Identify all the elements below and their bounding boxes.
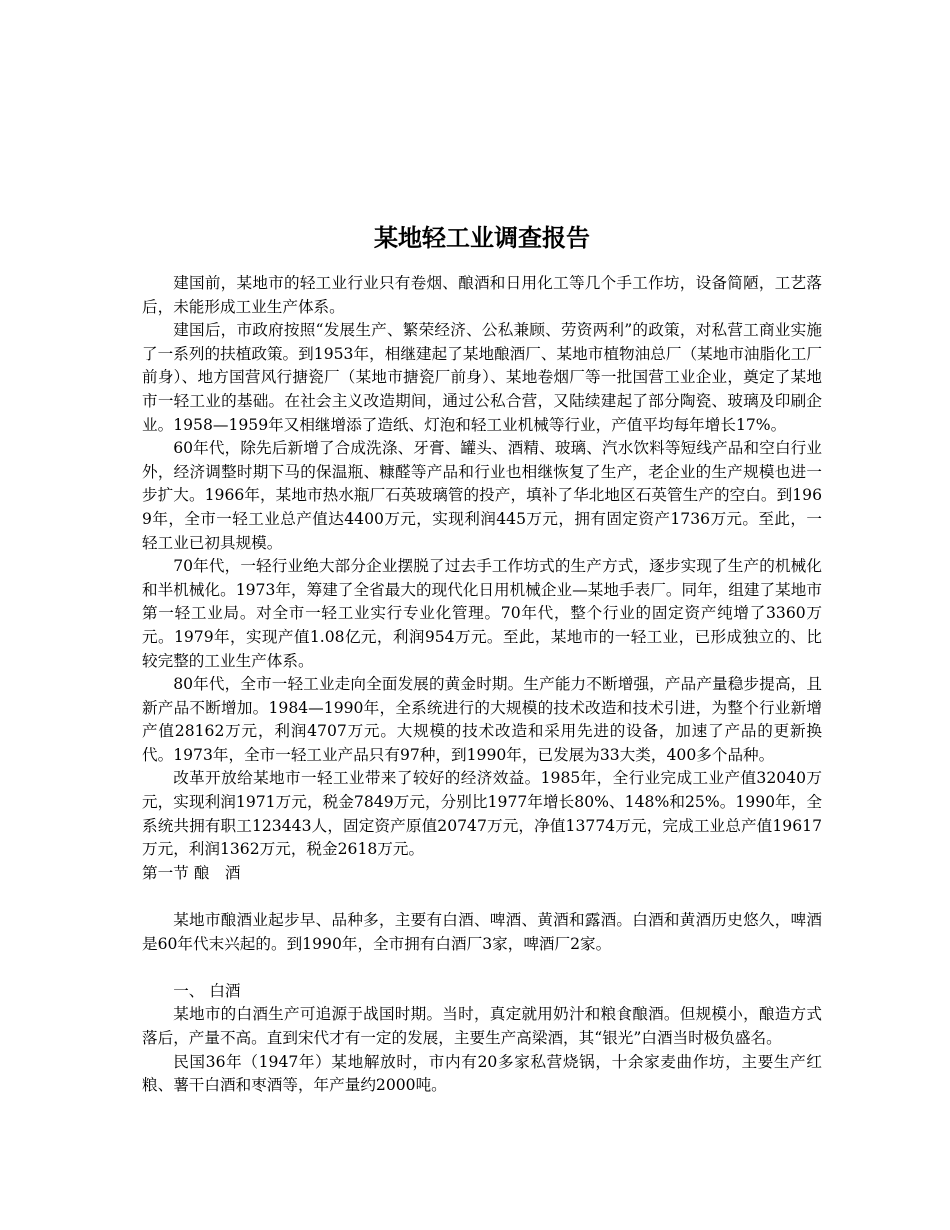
sub-paragraph-2: 民国36年（1947年）某地解放时，市内有20多家私营烧锅，十余家麦曲作坊，主要生产红粮、薯干白酒和枣酒等，年产量约2000吨。 [142,1052,822,1095]
paragraph-1: 建国前，某地市的轻工业行业只有卷烟、酿酒和日用化工等几个手工作坊，设备简陋，工艺落后，未能形成工业生产体系。 [142,274,822,316]
sub-heading: 一、 白酒 [173,981,241,1000]
spacer [142,956,822,980]
document-title: 某地轻工业调查报告 [374,223,590,252]
paragraph-3: 60年代，除先后新增了合成洗涤、牙膏、罐头、酒精、玻璃、汽水饮料等短线产品和空白行业外，经济调整时期下马的保温瓶、糠醛等产品和行业也相继恢复了生产，老企业的生产规模也进一步扩大。1966年，某地市热水瓶厂石英玻璃管的投产，填补了华北地区石英管生产的空白。到1969年，全市一轻工业总产值达4400万元，实现利润445万元，拥有固定资产1736万元。至此，一轻工业已初具规模。 [142,439,822,552]
paragraph-2: 建国后，市政府按照“发展生产、繁荣经济、公私兼顾、劳资两利”的政策，对私营工商业实施了一系列的扶植政策。到1953年，相继建起了某地酿酒厂、某地市植物油总厂（某地市油脂化工厂前身）、地方国营风行搪瓷厂（某地市搪瓷厂前身）、某地卷烟厂等一批国营工业企业，奠定了某地市一轻工业的基础。在社会主义改造期间，通过公私合营，又陆续建起了部分陶瓷、玻璃及印刷企业。1958—1959年又相继增添了造纸、灯泡和轻工业机械等行业，产值平均每年增长17%。 [142,321,822,434]
sub-paragraph-1: 某地市的白酒生产可追源于战国时期。当时，真定就用奶汁和粮食酿酒。但规模小，酿造方式落后，产量不高。直到宋代才有一定的发展，主要生产高梁酒，其“银光”白酒当时极负盛名。 [142,1005,822,1047]
section-heading: 第一节 酿 酒 [142,863,241,882]
paragraph-6: 改革开放给某地市一轻工业带来了较好的经济效益。1985年，全行业完成工业产值32040万元，实现利润1971万元，税金7849万元，分别比1977年增长80%、148%和25%。1990年，全系统共拥有职工123443人，固定资产原值20747万元，净值13774万元，完成工业总产值19617万元，利润1362万元，税金2618万元。 [142,769,822,859]
section-intro: 某地市酿酒业起步早、品种多，主要有白酒、啤酒、黄酒和露酒。白酒和黄酒历史悠久，啤酒是60年代末兴起的。到1990年，全市拥有白酒厂3家，啤酒厂2家。 [142,911,822,953]
document-body [142,272,822,1098]
spacer [142,885,822,909]
paragraph-4: 70年代，一轻行业绝大部分企业摆脱了过去手工作坊式的生产方式，逐步实现了生产的机械化和半机械化。1973年，筹建了全省最大的现代化日用机械企业—某地手表厂。同年，组建了某地市第一轻工业局。对全市一轻工业实行专业化管理。70年代，整个行业的固定资产纯增了3360万元。1979年，实现产值1.08亿元，利润954万元。至此，某地市的一轻工业，已形成独立的、比较完整的工业生产体系。 [142,557,822,670]
paragraph-5: 80年代，全市一轻工业走向全面发展的黄金时期。生产能力不断增强，产品产量稳步提高，且新产品不断增加。1984—1990年，全系统进行的大规模的技术改造和技术引进，为整个行业新增产值28162万元，利润4707万元。大规模的技术改造和采用先进的设备，加速了产品的更新换代。1973年，全市一轻工业产品只有97种，到1990年，已发展为33大类，400多个品种。 [142,675,822,764]
